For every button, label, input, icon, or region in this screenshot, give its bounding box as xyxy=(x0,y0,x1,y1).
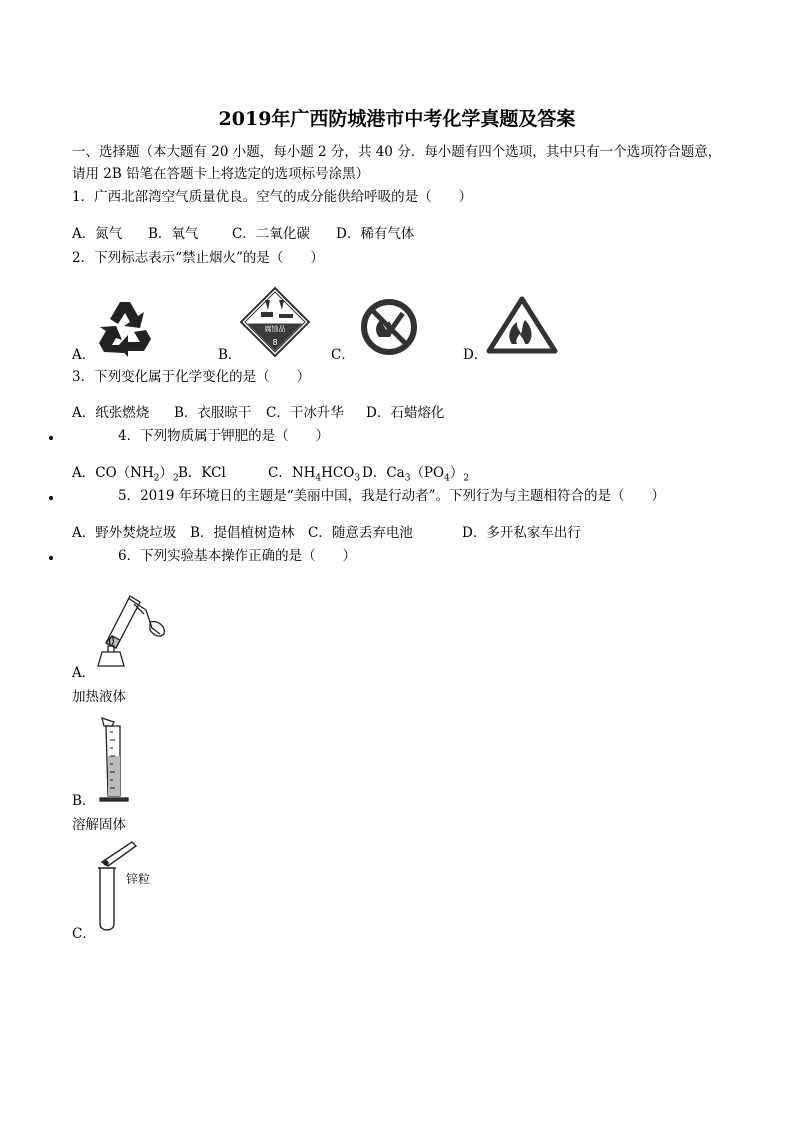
q3-option-b: B．衣服晾干 xyxy=(174,405,252,421)
q6-option-b-label: B． xyxy=(72,793,96,809)
q4-option-c: C．$NH_4HCO_3$ xyxy=(268,465,361,484)
q1-option-c: C．二氧化碳 xyxy=(232,226,310,242)
q4-stem: 4．下列物质属于钾肥的是（ ） xyxy=(118,428,330,444)
q2-option-b: B． xyxy=(218,347,242,363)
q2-option-c: C． xyxy=(331,347,355,363)
page-title: 2019年广西防城港市中考化学真题及答案 xyxy=(218,108,576,130)
section-heading-line1: 一、选择题（本大题有 20 小题，每小题 2 分，共 40 分．每小题有四个选项，其中只有一个选项符合题意， xyxy=(72,144,722,160)
q6-option-b-caption: 溶解固体 xyxy=(72,817,126,833)
recycle-icon xyxy=(94,296,156,358)
q1-option-d: D．稀有气体 xyxy=(336,226,415,242)
q5-option-a: A．野外焚烧垃圾 xyxy=(72,525,177,541)
q1-option-a: A．氮气 xyxy=(72,226,123,242)
zinc-granules-tag: 锌粒 xyxy=(126,872,151,886)
q3-stem: 3．下列变化属于化学变化的是（ ） xyxy=(72,369,311,385)
q2-option-d: D． xyxy=(463,347,488,363)
q6-option-c-label: C． xyxy=(72,926,96,942)
q6-option-a-label: A． xyxy=(72,665,96,681)
q2-stem: 2．下列标志表示“禁止烟火”的是（ ） xyxy=(72,250,324,266)
flammable-warning-icon xyxy=(486,296,558,354)
corrosive-sign-number: 8 xyxy=(272,338,278,347)
q3-option-d: D．石蜡熔化 xyxy=(366,405,445,421)
corrosive-sign-text: 腐蚀品 xyxy=(264,325,286,333)
q5-stem: 5．2019 年环境日的主题是“美丽中国，我是行动者”。下列行为与主题相符合的是（ ） xyxy=(118,488,666,504)
bullet xyxy=(49,496,53,500)
q1-option-b: B．氧气 xyxy=(148,226,199,242)
measuring-cylinder-illustration xyxy=(98,716,134,802)
q5-option-b: B．提倡植树造林 xyxy=(190,525,295,541)
bullet xyxy=(49,556,53,560)
no-fire-sign-icon xyxy=(359,297,419,357)
q3-option-a: A．纸张燃烧 xyxy=(72,405,150,421)
q3-option-c: C．干冰升华 xyxy=(266,405,344,421)
q4-option-b: B．KCl xyxy=(178,465,226,481)
section-heading-line2: 请用 2B 铅笔在答题卡上将选定的选项标号涂黑） xyxy=(72,166,370,182)
q1-stem: 1．广西北部湾空气质量优良。空气的成分能供给呼吸的是（ ） xyxy=(72,189,473,205)
q6-stem: 6．下列实验基本操作正确的是（ ） xyxy=(118,548,357,564)
heating-liquid-illustration xyxy=(94,588,172,674)
corrosive-sign-icon xyxy=(239,286,311,358)
q6-option-a-caption: 加热液体 xyxy=(72,689,126,705)
q5-option-d: D．多开私家车出行 xyxy=(462,525,581,541)
q4-option-d: D．$Ca_3(PO_4)_2$ xyxy=(362,465,470,484)
q2-option-a: A． xyxy=(72,347,96,363)
bullet xyxy=(49,436,53,440)
q5-option-c: C．随意丢弃电池 xyxy=(308,525,413,541)
q4-option-a: A．$CO(NH_2)_2$ xyxy=(72,465,179,484)
